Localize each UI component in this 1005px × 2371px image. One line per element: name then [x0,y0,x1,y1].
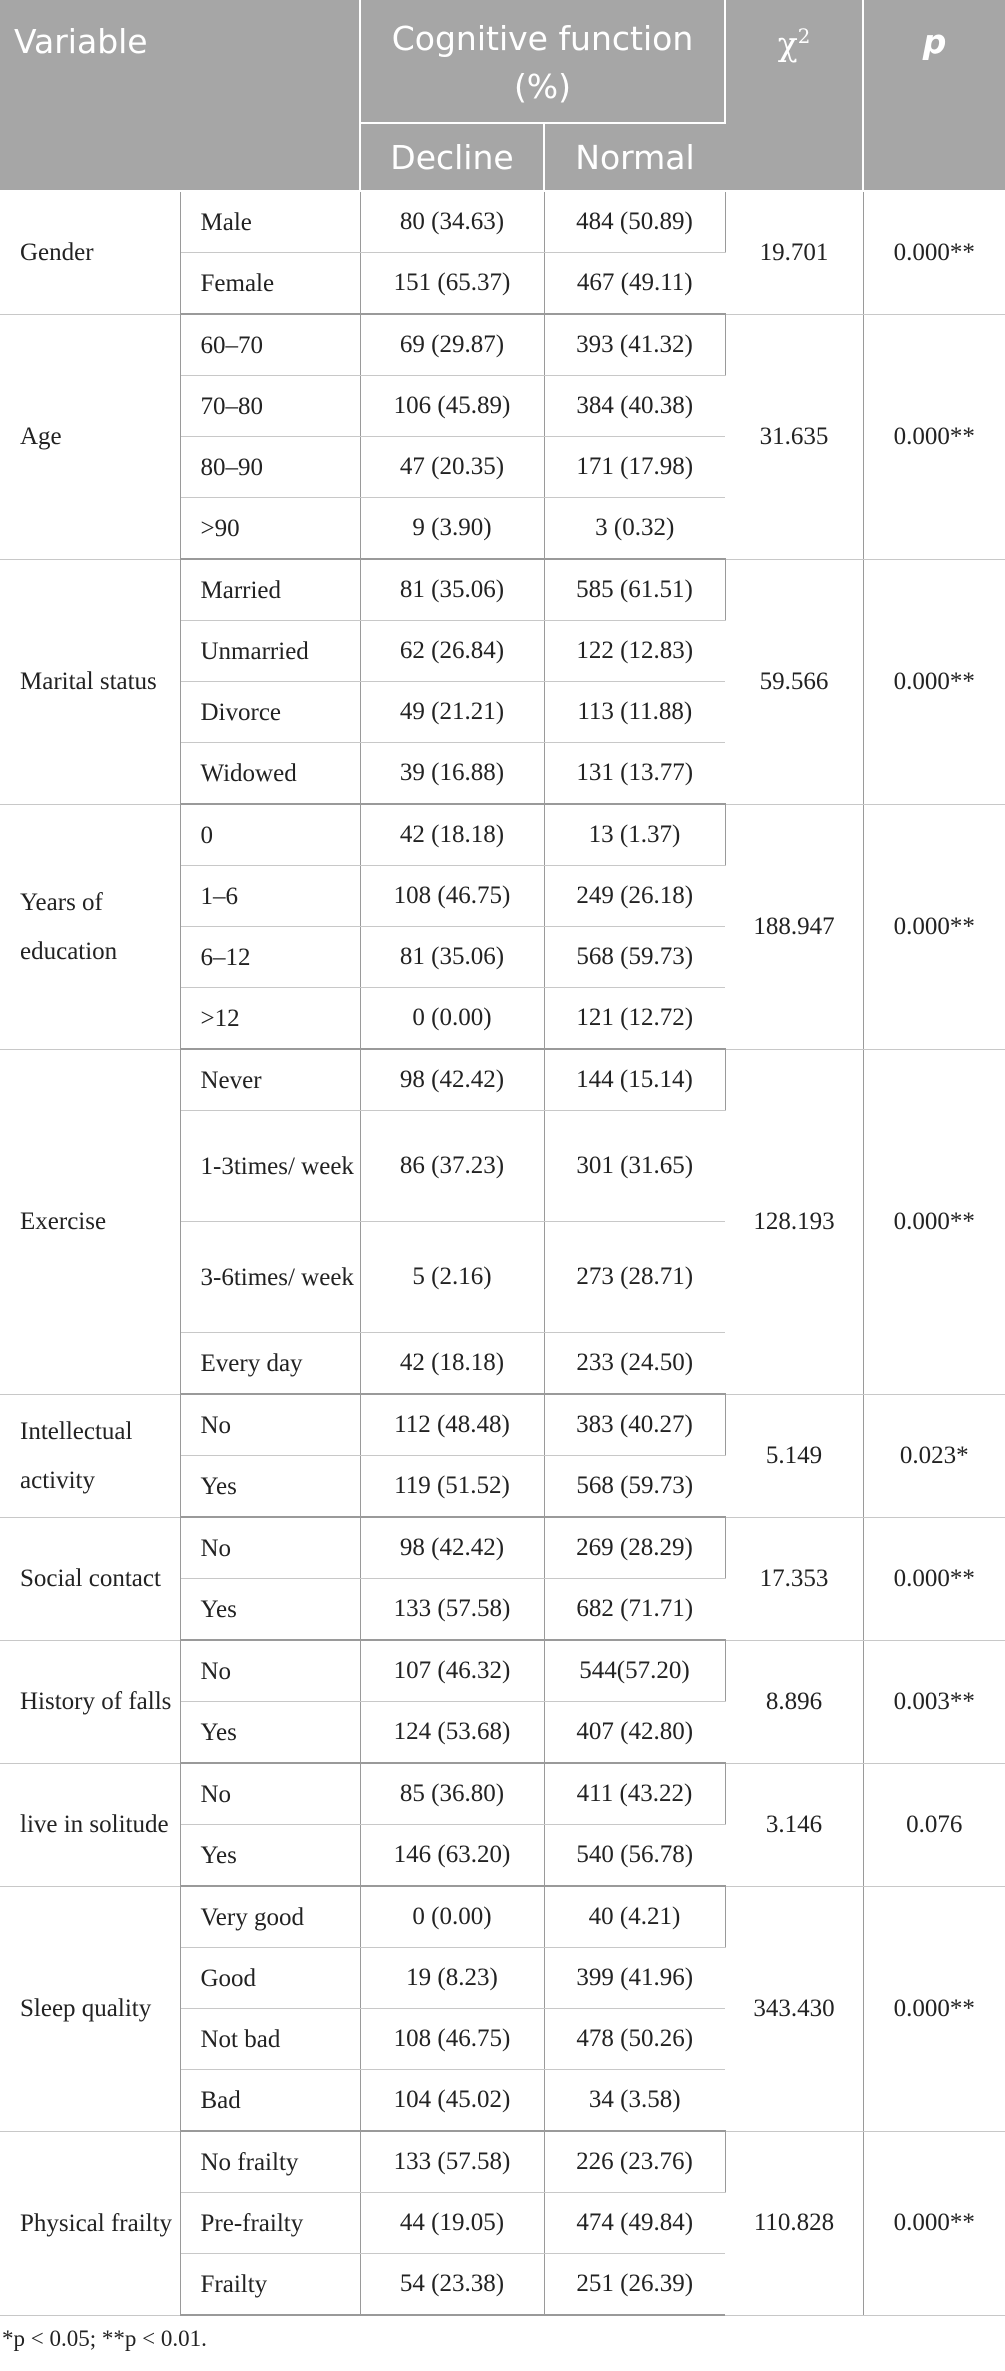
category-cell: Married [180,559,360,621]
decline-cell: 39 (16.88) [360,743,544,805]
header-chi-square [725,0,863,191]
decline-cell: 146 (63.20) [360,1825,544,1887]
variable-cell: Age [0,314,180,559]
p-value-cell: 0.000** [863,191,1005,314]
p-value-cell: 0.000** [863,559,1005,804]
table-row [0,1763,1005,1825]
category-cell: Yes [180,1456,360,1518]
variable-cell: live in solitude [0,1763,180,1886]
table-row [0,1640,1005,1702]
normal-cell: 144 (15.14) [544,1049,725,1111]
normal-cell: 269 (28.29) [544,1517,725,1579]
category-cell: No frailty [180,2131,360,2193]
category-cell: 0 [180,804,360,866]
chi-superscript: 2 [797,25,811,48]
category-cell: No [180,1640,360,1702]
variable-cell: Marital status [0,559,180,804]
category-cell: Frailty [180,2254,360,2316]
normal-cell: 393 (41.32) [544,314,725,376]
table-row [0,2131,1005,2193]
category-cell: Unmarried [180,621,360,682]
decline-cell: 80 (34.63) [360,191,544,253]
chi-square-cell: 110.828 [725,2131,863,2315]
decline-cell: 151 (65.37) [360,253,544,315]
normal-cell: 3 (0.32) [544,498,725,560]
category-cell: 3-6times/ week [180,1222,360,1333]
decline-cell: 54 (23.38) [360,2254,544,2316]
decline-cell: 9 (3.90) [360,498,544,560]
category-cell: No [180,1517,360,1579]
normal-cell: 540 (56.78) [544,1825,725,1887]
normal-cell: 411 (43.22) [544,1763,725,1825]
table-row [0,1049,1005,1111]
normal-cell: 273 (28.71) [544,1222,725,1333]
p-value-cell: 0.076 [863,1763,1005,1886]
table-footnote: *p < 0.05; **p < 0.01. [2,2326,207,2351]
decline-cell: 81 (35.06) [360,927,544,988]
category-cell: 1-3times/ week [180,1111,360,1222]
p-value-cell: 0.023* [863,1394,1005,1517]
normal-cell: 478 (50.26) [544,2009,725,2070]
table-row [0,191,1005,253]
normal-cell: 568 (59.73) [544,1456,725,1518]
chi-square-cell: 31.635 [725,314,863,559]
header-decline: Decline [360,123,544,191]
variable-cell: Gender [0,191,180,314]
category-cell: Female [180,253,360,315]
decline-cell: 119 (51.52) [360,1456,544,1518]
variable-cell: Years of education [0,804,180,1049]
normal-cell: 384 (40.38) [544,376,725,437]
category-cell: No [180,1394,360,1456]
table-row [0,1394,1005,1456]
category-cell: Yes [180,1702,360,1764]
category-cell: 70–80 [180,376,360,437]
category-cell: Never [180,1049,360,1111]
normal-cell: 474 (49.84) [544,2193,725,2254]
category-cell: Bad [180,2070,360,2132]
chi-square-cell: 8.896 [725,1640,863,1763]
normal-cell: 399 (41.96) [544,1948,725,2009]
decline-cell: 44 (19.05) [360,2193,544,2254]
decline-cell: 47 (20.35) [360,437,544,498]
chi-square-cell: 188.947 [725,804,863,1049]
category-cell: Divorce [180,682,360,743]
normal-cell: 301 (31.65) [544,1111,725,1222]
chi-square-cell: 128.193 [725,1049,863,1394]
normal-cell: 13 (1.37) [544,804,725,866]
normal-cell: 34 (3.58) [544,2070,725,2132]
variable-cell: Exercise [0,1049,180,1394]
normal-cell: 40 (4.21) [544,1886,725,1948]
category-cell: Very good [180,1886,360,1948]
variable-cell: Social contact [0,1517,180,1640]
decline-cell: 62 (26.84) [360,621,544,682]
category-cell: Not bad [180,2009,360,2070]
table-row [0,559,1005,621]
decline-cell: 0 (0.00) [360,988,544,1050]
normal-cell: 544(57.20) [544,1640,725,1702]
table-row [0,1886,1005,1948]
normal-cell: 122 (12.83) [544,621,725,682]
category-cell: 60–70 [180,314,360,376]
normal-cell: 568 (59.73) [544,927,725,988]
decline-cell: 98 (42.42) [360,1517,544,1579]
normal-cell: 249 (26.18) [544,866,725,927]
decline-cell: 133 (57.58) [360,1579,544,1641]
header-variable: Variable [0,0,360,191]
decline-cell: 104 (45.02) [360,2070,544,2132]
header-normal: Normal [544,123,725,191]
p-value-cell: 0.000** [863,1517,1005,1640]
normal-cell: 171 (17.98) [544,437,725,498]
chi-square-cell: 5.149 [725,1394,863,1517]
decline-cell: 81 (35.06) [360,559,544,621]
header-p-value: p [863,0,1005,191]
decline-cell: 108 (46.75) [360,866,544,927]
decline-cell: 107 (46.32) [360,1640,544,1702]
p-value-cell: 0.000** [863,314,1005,559]
decline-cell: 5 (2.16) [360,1222,544,1333]
normal-cell: 121 (12.72) [544,988,725,1050]
decline-cell: 0 (0.00) [360,1886,544,1948]
decline-cell: 42 (18.18) [360,804,544,866]
p-value-cell: 0.000** [863,804,1005,1049]
decline-cell: 112 (48.48) [360,1394,544,1456]
category-cell: 80–90 [180,437,360,498]
decline-cell: 108 (46.75) [360,2009,544,2070]
chi-symbol: χ [777,24,798,63]
decline-cell: 133 (57.58) [360,2131,544,2193]
variable-cell: Sleep quality [0,1886,180,2131]
normal-cell: 407 (42.80) [544,1702,725,1764]
normal-cell: 467 (49.11) [544,253,725,315]
normal-cell: 131 (13.77) [544,743,725,805]
decline-cell: 49 (21.21) [360,682,544,743]
decline-cell: 86 (37.23) [360,1111,544,1222]
decline-cell: 98 (42.42) [360,1049,544,1111]
normal-cell: 233 (24.50) [544,1333,725,1395]
table-row [0,1517,1005,1579]
normal-cell: 585 (61.51) [544,559,725,621]
p-value-cell: 0.000** [863,1049,1005,1394]
variable-cell: Physical frailty [0,2131,180,2315]
chi-square-cell: 17.353 [725,1517,863,1640]
p-value-cell: 0.003** [863,1640,1005,1763]
normal-cell: 682 (71.71) [544,1579,725,1641]
table-body [0,191,1005,2315]
header-cognitive-function: Cognitive function (%) [360,0,725,123]
decline-cell: 42 (18.18) [360,1333,544,1395]
normal-cell: 226 (23.76) [544,2131,725,2193]
decline-cell: 85 (36.80) [360,1763,544,1825]
p-value-cell: 0.000** [863,1886,1005,2131]
normal-cell: 251 (26.39) [544,2254,725,2316]
category-cell: 1–6 [180,866,360,927]
category-cell: Yes [180,1825,360,1887]
normal-cell: 383 (40.27) [544,1394,725,1456]
normal-cell: 113 (11.88) [544,682,725,743]
chi-square-cell: 19.701 [725,191,863,314]
category-cell: No [180,1763,360,1825]
category-cell: Widowed [180,743,360,805]
category-cell: >12 [180,988,360,1050]
category-cell: 6–12 [180,927,360,988]
variable-cell: History of falls [0,1640,180,1763]
category-cell: Male [180,191,360,253]
decline-cell: 19 (8.23) [360,1948,544,2009]
chi-square-cell: 3.146 [725,1763,863,1886]
category-cell: Yes [180,1579,360,1641]
decline-cell: 106 (45.89) [360,376,544,437]
table-header [0,0,1005,191]
p-value-cell: 0.000** [863,2131,1005,2315]
category-cell: Every day [180,1333,360,1395]
variable-cell: Intellectual activity [0,1394,180,1517]
category-cell: Good [180,1948,360,2009]
chi-square-cell: 343.430 [725,1886,863,2131]
chi-square-cell: 59.566 [725,559,863,804]
category-cell: Pre-frailty [180,2193,360,2254]
table-row [0,314,1005,376]
category-cell: >90 [180,498,360,560]
decline-cell: 124 (53.68) [360,1702,544,1764]
normal-cell: 484 (50.89) [544,191,725,253]
decline-cell: 69 (29.87) [360,314,544,376]
table-row [0,804,1005,866]
